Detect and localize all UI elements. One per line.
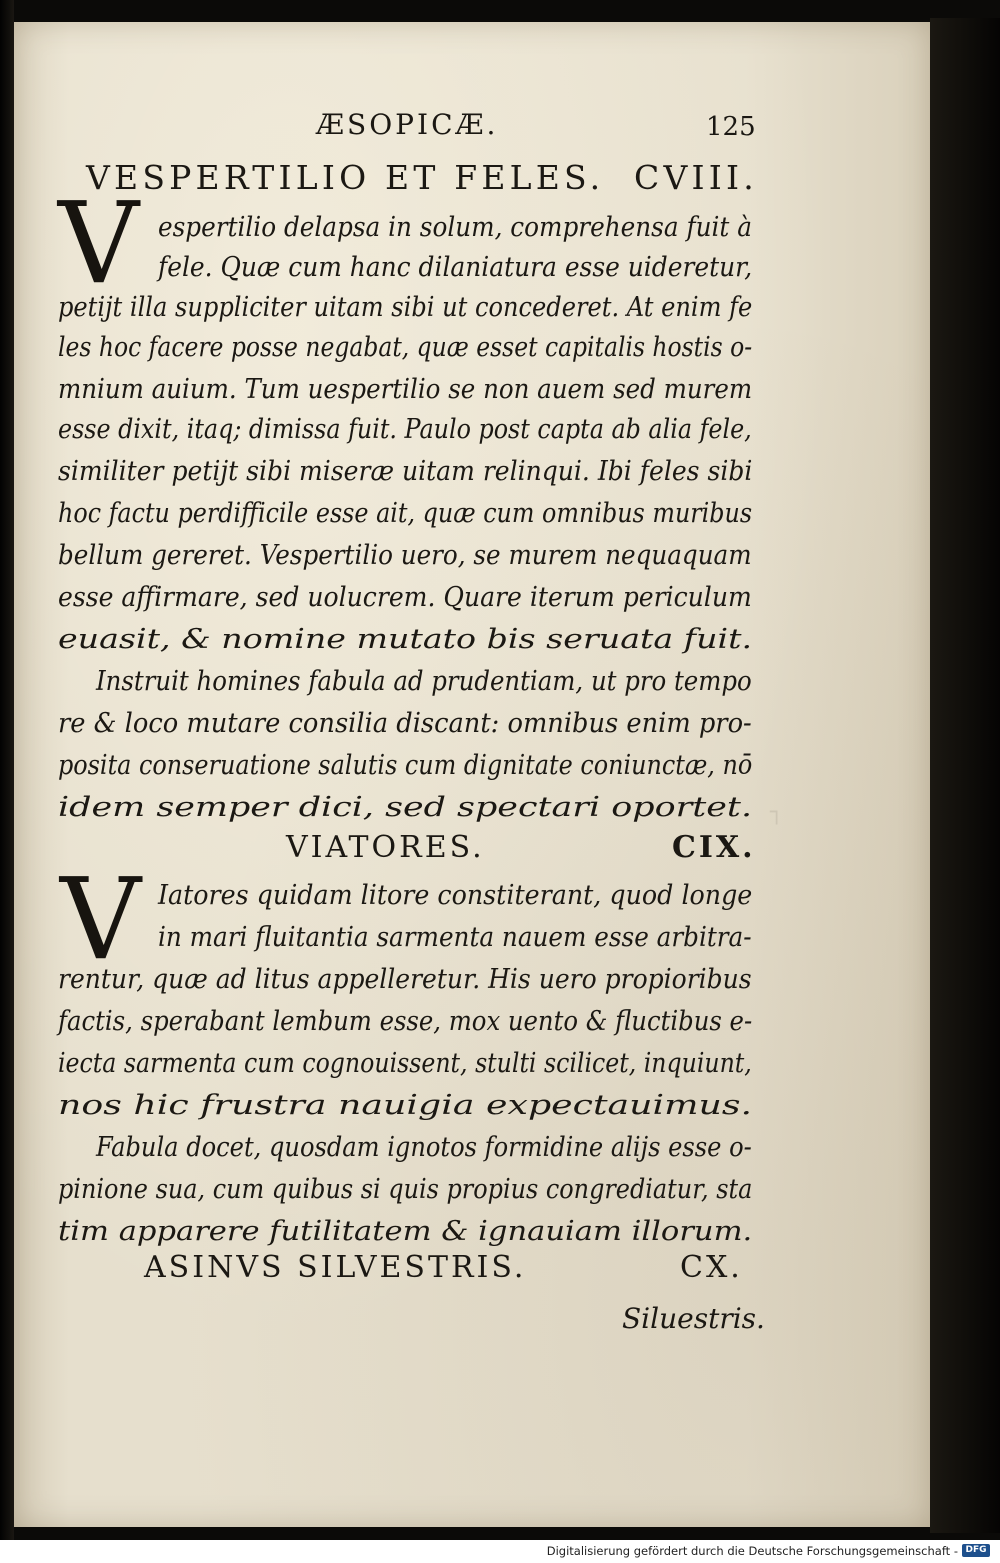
fable-title [286, 830, 756, 865]
fable-title-text: VIATORES. [286, 830, 485, 865]
text-line: mnium auium. Tum uespertilio se non auem sed murem [58, 373, 753, 405]
text-line: rentur, quæ ad litus appelleretur. His uero propioribus [58, 963, 752, 995]
fable-number: CX. [680, 1250, 743, 1285]
fable-title [86, 158, 758, 197]
text-line: les hoc facere posse negabat, quæ esset capitalis hostis o- [58, 331, 753, 363]
fable-title-text: ASINVS SILVESTRIS. [144, 1250, 527, 1285]
text-line: espertilio delapsa in solum, comprehensa fuit à [158, 211, 752, 243]
dfg-logo: DFG [962, 1544, 990, 1557]
text-line: nos hic frustra nauigia expectauimus. [58, 1089, 753, 1121]
scan-border-left [0, 0, 14, 1563]
show-through-text: ┐ [770, 800, 784, 825]
catchword: Siluestris. [622, 1302, 765, 1335]
text-line: in mari fluitantia sarmenta nauem esse arbitra- [158, 921, 752, 953]
initial-capital: V [58, 179, 139, 309]
text-line: bellum gereret. Vespertilio uero, se murem nequaquam [58, 539, 752, 571]
text-line: petijt illa suppliciter uitam sibi ut concederet. At enim fe [58, 291, 753, 323]
digitization-credit: Digitalisierung gefördert durch die Deutsche Forschungsgemeinschaft - [546, 1544, 958, 1558]
text-line: esse affirmare, sed uolucrem. Quare iterum periculum [58, 581, 752, 613]
fable-number: CVIII. [634, 158, 758, 197]
text-line: esse dixit, itaq; dimissa fuit. Paulo post capta ab alia fele, [58, 413, 752, 445]
text-line: fele. Quæ cum hanc dilaniatura esse uideretur, [158, 251, 753, 283]
moral-line: re & loco mutare consilia discant: omnibus enim pro- [58, 707, 752, 739]
moral-line: Fabula docet, quosdam ignotos formidine alijs esse o- [96, 1131, 752, 1163]
fable-title [144, 1250, 743, 1285]
text-line: factis, sperabant lembum esse, mox uento & fluctibus e- [58, 1005, 753, 1037]
page-edge-shadow [930, 18, 1000, 1533]
text-line: Iatores quidam litore constiterant, quod longe [158, 879, 753, 911]
initial-capital: V [60, 855, 141, 985]
moral-line: posita conseruatione salutis cum dignitate coniunctæ, nō [58, 749, 753, 781]
page-number: 125 [706, 112, 756, 142]
text-line: euasit, & nomine mutato bis seruata fuit. [58, 623, 753, 655]
fable-number: CIX. [672, 830, 756, 865]
moral-line: idem semper dici, sed spectari oportet. [58, 791, 753, 823]
running-head: ÆSOPICÆ. [316, 108, 499, 141]
moral-line: Instruit homines fabula ad prudentiam, ut pro tempo [96, 665, 752, 697]
text-line: similiter petijt sibi miseræ uitam relinqui. Ibi feles sibi [58, 455, 753, 487]
moral-line: tim apparere futilitatem & ignauiam illorum. [58, 1215, 753, 1247]
text-line: iecta sarmenta cum cognouissent, stulti scilicet, inquiunt, [58, 1047, 752, 1079]
text-line: hoc factu perdifficile esse ait, quæ cum omnibus muribus [58, 497, 753, 529]
moral-line: pinione sua, cum quibus si quis propius congrediatur, sta [58, 1173, 753, 1205]
fable-title-text: VESPERTILIO ET FELES. [86, 158, 605, 197]
